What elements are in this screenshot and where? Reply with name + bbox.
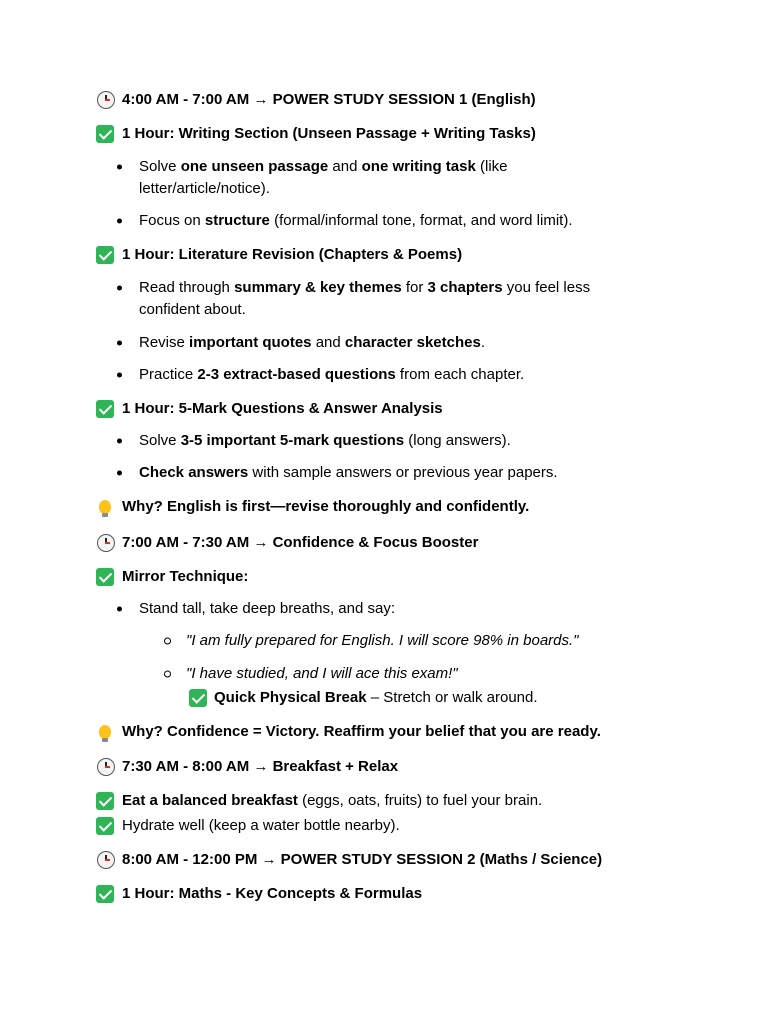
- line-text: [139, 463, 558, 483]
- checkmark-icon: [96, 792, 114, 810]
- bullet-icon: [117, 286, 122, 291]
- doc-line: [0, 300, 768, 320]
- doc-line: [0, 757, 768, 777]
- text-run: 1 Hour: Maths - Key Concepts & Formulas: [122, 885, 423, 902]
- clock-icon: [97, 758, 115, 776]
- doc-line: [0, 631, 768, 651]
- text-run: letter/article/notice).: [139, 180, 270, 197]
- text-run: from each chapter.: [395, 366, 525, 383]
- text-run: one writing task: [361, 158, 476, 175]
- doc-line: [0, 791, 768, 811]
- doc-line: [0, 333, 768, 353]
- text-run: Solve: [139, 158, 181, 175]
- text-run: Why? Confidence = Victory. Reaffirm your belief that you are ready.: [122, 723, 601, 740]
- text-run: "I am fully prepared for English. I will score 98% in boards.": [186, 632, 579, 649]
- doc-line: [0, 90, 768, 110]
- doc-line: [0, 599, 768, 619]
- text-run: 4:00 AM - 7:00 AM → POWER STUDY SESSION 1 (English): [122, 91, 536, 108]
- bullet-icon: [117, 373, 122, 378]
- text-run: Revise: [139, 334, 190, 351]
- text-run: 1 Hour: 5-Mark Questions & Answer Analysis: [122, 400, 443, 417]
- text-run: with sample answers or previous year papers.: [248, 464, 558, 481]
- line-text: [122, 124, 536, 144]
- line-text: [122, 850, 602, 870]
- text-run: structure: [204, 212, 270, 229]
- text-run: Mirror Technique:: [122, 568, 249, 585]
- text-run: Read through: [139, 279, 235, 296]
- sub-bullet-icon: [164, 671, 171, 678]
- text-run: (like: [475, 158, 508, 175]
- text-run: Practice: [139, 366, 198, 383]
- text-run: Focus on: [139, 212, 205, 229]
- line-text: [122, 399, 443, 419]
- line-text: [122, 757, 398, 777]
- clock-icon: [97, 851, 115, 869]
- text-run: 7:00 AM - 7:30 AM → Confidence & Focus Booster: [122, 534, 479, 551]
- doc-line: [0, 497, 768, 517]
- text-run: 2-3 extract-based questions: [197, 366, 396, 383]
- doc-line: [0, 211, 768, 231]
- doc-line: [0, 664, 768, 684]
- doc-line: [0, 688, 768, 708]
- text-run: Check answers: [139, 464, 249, 481]
- line-text: [122, 722, 601, 742]
- line-text: [139, 157, 508, 177]
- text-run: (eggs, oats, fruits) to fuel your brain.: [297, 792, 543, 809]
- line-text: [139, 278, 590, 298]
- line-text: [139, 431, 511, 451]
- line-text: [139, 333, 485, 353]
- doc-line: [0, 179, 768, 199]
- text-run: 1 Hour: Writing Section (Unseen Passage + Writing Tasks): [122, 125, 536, 142]
- text-run: 3-5 important 5-mark questions: [180, 432, 405, 449]
- checkmark-icon: [96, 400, 114, 418]
- bullet-icon: [117, 471, 122, 476]
- checkmark-icon: [96, 817, 114, 835]
- line-text: [139, 300, 246, 320]
- sub-bullet-icon: [164, 638, 171, 645]
- doc-line: [0, 816, 768, 836]
- text-run: (formal/informal tone, format, and word limit).: [269, 212, 573, 229]
- doc-line: [0, 245, 768, 265]
- text-run: confident about.: [139, 301, 246, 318]
- doc-line: [0, 463, 768, 483]
- text-run: 7:30 AM - 8:00 AM → Breakfast + Relax: [122, 758, 399, 775]
- line-text: [186, 631, 579, 651]
- checkmark-icon: [96, 246, 114, 264]
- text-run: (long answers).: [404, 432, 511, 449]
- lightbulb-icon: [99, 500, 111, 514]
- line-text: [122, 497, 529, 517]
- text-run: .: [480, 334, 486, 351]
- checkmark-icon: [96, 568, 114, 586]
- bullet-icon: [117, 165, 122, 170]
- checkmark-icon: [189, 689, 207, 707]
- text-run: Quick Physical Break: [214, 689, 367, 706]
- text-run: 1 Hour: Literature Revision (Chapters & Poems): [122, 246, 463, 263]
- text-run: important quotes: [189, 334, 312, 351]
- text-run: Hydrate well (keep a water bottle nearby).: [122, 817, 400, 834]
- doc-line: [0, 567, 768, 587]
- line-text: [139, 179, 270, 199]
- checkmark-icon: [96, 125, 114, 143]
- doc-line: [0, 722, 768, 742]
- bullet-icon: [117, 439, 122, 444]
- doc-line: [0, 884, 768, 904]
- bullet-icon: [117, 607, 122, 612]
- line-text: [122, 884, 422, 904]
- line-text: [122, 791, 542, 811]
- doc-line: [0, 124, 768, 144]
- doc-line: [0, 533, 768, 553]
- clock-icon: [97, 534, 115, 552]
- line-text: [214, 688, 538, 708]
- text-run: Why? English is first—revise thoroughly and confidently.: [122, 498, 530, 515]
- text-run: you feel less: [502, 279, 591, 296]
- text-run: one unseen passage: [180, 158, 329, 175]
- text-run: 8:00 AM - 12:00 PM → POWER STUDY SESSION 2 (Maths / Science): [122, 851, 603, 868]
- text-run: and: [328, 158, 362, 175]
- line-text: [122, 245, 462, 265]
- text-run: Eat a balanced breakfast: [122, 792, 298, 809]
- line-text: [139, 211, 573, 231]
- text-run: Solve: [139, 432, 181, 449]
- line-text: [122, 567, 248, 587]
- line-text: [186, 664, 458, 684]
- bullet-icon: [117, 341, 122, 346]
- text-run: 3 chapters: [427, 279, 503, 296]
- text-run: for: [401, 279, 428, 296]
- text-run: summary & key themes: [234, 279, 402, 296]
- doc-line: [0, 850, 768, 870]
- doc-line: [0, 431, 768, 451]
- doc-line: [0, 278, 768, 298]
- doc-line: [0, 365, 768, 385]
- bullet-icon: [117, 219, 122, 224]
- text-run: "I have studied, and I will ace this exam!": [186, 665, 458, 682]
- line-text: [122, 816, 400, 836]
- line-text: [139, 365, 524, 385]
- line-text: [122, 90, 536, 110]
- text-run: character sketches: [344, 334, 481, 351]
- line-text: [139, 599, 395, 619]
- line-text: [122, 533, 478, 553]
- doc-line: [0, 157, 768, 177]
- doc-line: [0, 399, 768, 419]
- text-run: and: [311, 334, 345, 351]
- text-run: – Stretch or walk around.: [366, 689, 538, 706]
- checkmark-icon: [96, 885, 114, 903]
- clock-icon: [97, 91, 115, 109]
- text-run: Stand tall, take deep breaths, and say:: [139, 600, 396, 617]
- lightbulb-icon: [99, 725, 111, 739]
